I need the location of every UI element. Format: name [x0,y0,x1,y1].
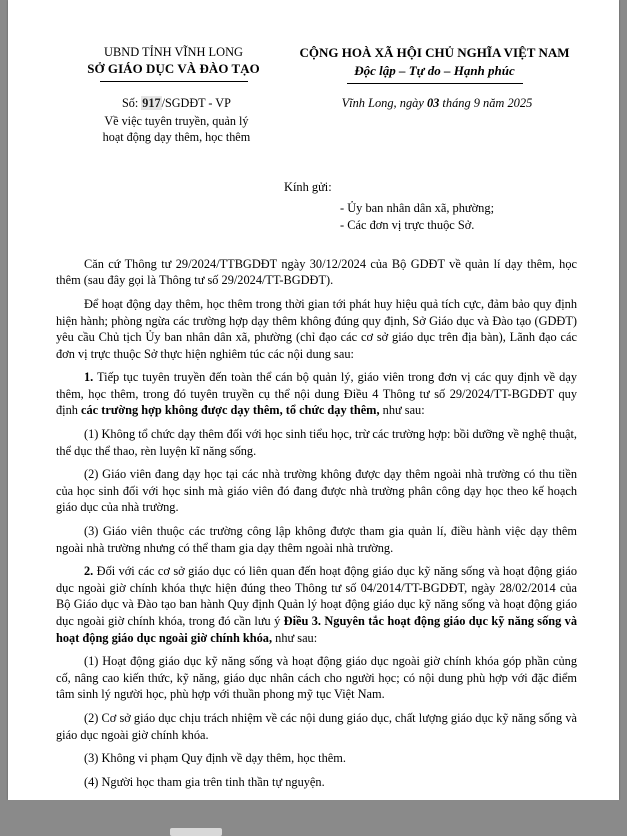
paragraph-4: (1) Không tổ chức dạy thêm đối với học sinh tiểu học, trừ các trường hợp: bồi dưỡng về nghệ thuật, thể dục thể thao, rèn luyện kĩ năng sống. [56,427,577,458]
national-motto: Độc lập – Tự do – Hạnh phúc [354,63,515,79]
province-name: UBND TỈNH VĨNH LONG [104,45,243,59]
document-header [56,44,577,84]
list-item: - Các đơn vị trực thuộc Sở. [340,218,475,233]
paragraph-3 [56,369,577,419]
paragraph-7 [56,563,577,646]
place-date-prefix: Vĩnh Long, ngày [341,95,427,110]
document-meta [56,95,577,146]
country-name: CỘNG HOÀ XÃ HỘI CHỦ NGHĨA VIỆT NAM [299,45,570,60]
document-number-line [56,95,297,111]
paragraph-7-number: 2. [84,564,94,579]
place-date-suffix: tháng 9 năm 2025 [439,95,533,110]
department-name: SỞ GIÁO DỤC VÀ ĐÀO TẠO [87,61,260,76]
viewer-bottom-bar [0,800,627,836]
paragraph-7-emphasis: Điều 3. Nguyên tắc hoạt động giáo dục kỹ năng sống và hoạt động giáo dục ngoài giờ chính khóa, [56,614,577,645]
header-right-divider [347,83,523,84]
subject-line-1: Về việc tuyên truyền, quản lý [104,113,249,128]
paragraph-7-text-a: Đối với các cơ sở giáo dục có liên quan đến hoạt động giáo dục kỹ năng sống và hoạt động giáo dục ngoài giờ chính khóa thực hiện đúng theo Thông tư số 04/2014/TT-BGDĐT, ngày 28/02/2014 của Bộ Giáo dục và Đào tạo ban hành Quy định Quản lý hoạt động giáo dục kỹ năng sống và hoạt động giáo dục ngoài giờ chính khóa, trong đó cần lưu ý [56,564,577,628]
header-left-divider [100,81,248,82]
document-number-suffix: /SGDĐT - VP [161,95,231,110]
document-number-prefix: Số: [121,95,142,110]
issue-day: 03 [426,95,440,110]
national-heading [292,44,577,84]
issuing-authority [56,44,291,82]
paragraph-8: (1) Hoạt động giáo dục kỹ năng sống và hoạt động giáo dục ngoài giờ chính khóa góp phần củng cố, nâng cao kiến thức, kỹ năng, giáo dục nhân cách cho người học; có nội dung phù hợp với đặc điểm tâm sinh lý người học, phù hợp với thuần phong mỹ tục Việt Nam. [56,654,577,702]
viewer-scroll-indicator[interactable] [170,828,222,836]
recipients-list [56,200,577,234]
document-page [8,0,619,800]
subject-line-2: hoạt động dạy thêm, học thêm [102,130,251,144]
paragraph-11: (4) Người học tham gia trên tinh thần tự nguyện. [84,774,325,789]
paragraph-2: Để hoạt động dạy thêm, học thêm trong thời gian tới phát huy hiệu quả tích cực, đảm bảo quy định hiện hành; phòng ngừa các trường hợp dạy thêm không đúng quy định, Sở Giáo dục và Đào tạo (GDĐT) yêu cầu Chủ tịch Ủy ban nhân dân xã, phường (chỉ đạo các cơ sở giáo dục trên địa bàn), Lãnh đạo các đơn vị trực thuộc Sở thực hiện nghiêm túc các nội dung sau: [56,296,577,361]
document-body [56,256,577,791]
list-item: - Ủy ban nhân dân xã, phường; [340,200,495,215]
paragraph-7-text-b: như sau: [272,630,318,645]
paragraph-6: (3) Giáo viên thuộc các trường công lập không được tham gia quản lí, điều hành việc dạy thêm ngoài nhà trường nhưng có thể tham gia dạy thêm ngoài nhà trường. [56,524,577,555]
place-and-date [297,95,577,112]
paragraph-10: (3) Không vi phạm Quy định về dạy thêm, học thêm. [84,751,346,766]
paragraph-9: (2) Cơ sở giáo dục chịu trách nhiệm về các nội dung giáo dục, chất lượng giáo dục kỹ năng sống và giáo dục ngoài giờ chính khóa. [56,710,577,742]
paragraph-3-text-a: Tiếp tục tuyên truyền đến toàn thể cán bộ quản lý, giáo viên trong đơn vị các quy định về dạy thêm, học thêm, trong đó tuyên truyền cụ thể nội dung Điều 4 Thông tư số 29/2024/TT-BGDĐT quy định [56,370,577,418]
recipients-label: Kính gửi: [284,180,332,195]
paragraph-3-number: 1. [84,370,94,385]
paragraph-1: Căn cứ Thông tư 29/2024/TTBGDĐT ngày 30/12/2024 của Bộ GDĐT về quản lí dạy thêm, học thêm (sau đây gọi là Thông tư số 29/2024/TT-BGDĐT). [56,256,577,288]
paragraph-5: (2) Giáo viên đang dạy học tại các nhà trường không được dạy thêm ngoài nhà trường có thu tiền của học sinh đối với học sinh mà giáo viên đó đang được nhà trường phân công dạy học theo kế hoạch giáo dục của nhà trường. [56,467,577,515]
document-number: 917 [142,95,161,110]
paragraph-3-text-b: như sau: [379,403,425,418]
paragraph-3-emphasis: các trường hợp không được dạy thêm, tổ chức dạy thêm, [81,403,380,418]
